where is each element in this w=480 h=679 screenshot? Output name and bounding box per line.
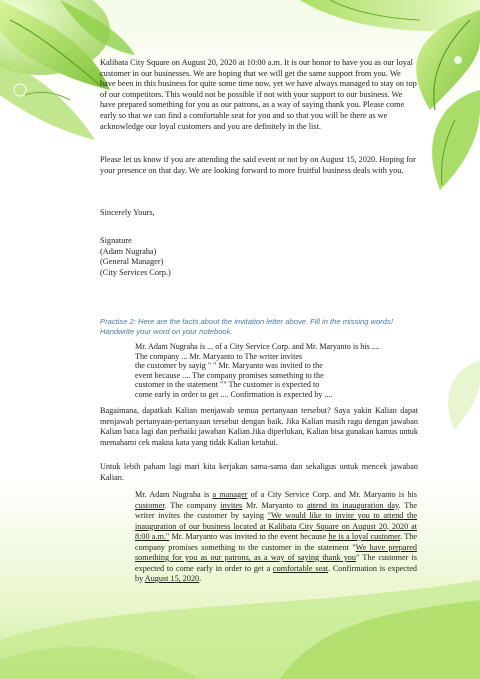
answer-text: . The company	[164, 500, 221, 510]
answer-text: . Confirmation is expected by	[135, 563, 418, 583]
answer-text: . The writer invites the customer by saying	[135, 500, 417, 520]
letter-paragraph-2: Please let us know if you are attending the said event or not by on August 15, 2020. Hoping for your presence on that day. We are looking forward to more fruitful business deals with you.	[100, 155, 416, 175]
answer-text: .	[199, 574, 202, 583]
answer-blank: We have prepared something for you as our patrons, as a way of saying thank you	[135, 542, 417, 562]
signature-line: Signature	[100, 236, 132, 245]
answer-text: . The company promises something to the customer in the statement "	[135, 532, 417, 552]
practice-instruction: Practise 2: Here are the facts about the invitation letter above. Fill in the missing words! Handwrite your word on your notebook.	[100, 317, 393, 336]
letter-closing: Sincerely Yours,	[100, 208, 155, 217]
answer-text: of a City Service Corp. and Mr. Maryanto is his	[247, 490, 417, 499]
answer-blank: customer	[135, 500, 165, 510]
practice-line: The company ... Mr. Maryanto to The writer invites	[135, 351, 303, 361]
indonesian-paragraph-1: Bagaimana, dapatkah Kalian menjawab semua pertanyaan tersebut? Saya yakin Kalian dapat menjawab pertanyaan-pertanyaan tersebut dengan baik. Jika Kalian masih ragu dengan jawaban Kalian baca lagi dan perbaiki jawaban Kalian.Jika diperlukan, Kalian bisa gunakan kamus untuk memahami cek makna kata yang tidak Kalian ketahui.	[100, 406, 418, 447]
answer-blank: he is a loyal customer	[328, 532, 401, 541]
practice-fill-in-text	[135, 342, 417, 400]
signer-title: (General Manager)	[100, 257, 164, 267]
answer-blank: "We would like to invite you to attend the inauguration of our business located at Kalibata City Square on August 20, 2020 at 8:00 a.m."	[135, 511, 417, 541]
letter-paragraph-1: Kalibata City Square on August 20, 2020 at 10:00 a.m. It is our honor to have you as our loyal customer in our businesses. We are hoping that we will get the same support from you. We have been in this business for quite some time now, yet we have always managed to stay on top of our competitors. This would not be possible if not with your support to our business. We have prepared something for you as our patrons, as a way of saying thank you. Please come early so that we can find a comfortable seat for you and so that you will be there as we acknowledge our loyal customers and you are definitely in the list.	[100, 58, 417, 131]
answer-text: " The customer is expected to come early in order to get a	[135, 553, 417, 573]
practice-line: event because .... The company promises something to the	[135, 370, 324, 380]
answer-paragraph	[135, 490, 417, 585]
answer-blank: comfortable seat	[272, 563, 329, 573]
practice-line: the customer by sayig " " Mr. Maryanto was invited to the	[135, 361, 323, 371]
answer-blank: August 15, 2020	[144, 574, 200, 583]
answer-blank: a manager	[212, 490, 248, 499]
answer-blank: attend its inauguration day	[307, 500, 399, 510]
answer-text: Mr. Maryanto was invited to the event because	[169, 532, 329, 541]
practice-line: come early in order to get .... Confirmation is expected by ....	[135, 389, 333, 399]
signer-name: (Adam Nugraha)	[100, 246, 157, 256]
practice-line: customer in the statement "" The customer is expected to	[135, 380, 320, 390]
answer-text: Mr. Maryanto to	[242, 500, 307, 510]
signature-block	[100, 236, 171, 278]
signer-company: (City Services Corp.)	[100, 267, 171, 277]
answer-text: Mr. Adam Nugraha is	[135, 490, 213, 499]
practice-line: Mr. Adam Nugraha is ... of a City Service Corp. and Mr. Maryanto is his ....	[135, 342, 380, 351]
indonesian-paragraph-2: Untuk lebih paham lagi mari kita kerjakan sama-sama dan sekaligus untuk mencek jawaban Kalian.	[100, 462, 418, 482]
answer-blank: invites	[220, 500, 243, 510]
